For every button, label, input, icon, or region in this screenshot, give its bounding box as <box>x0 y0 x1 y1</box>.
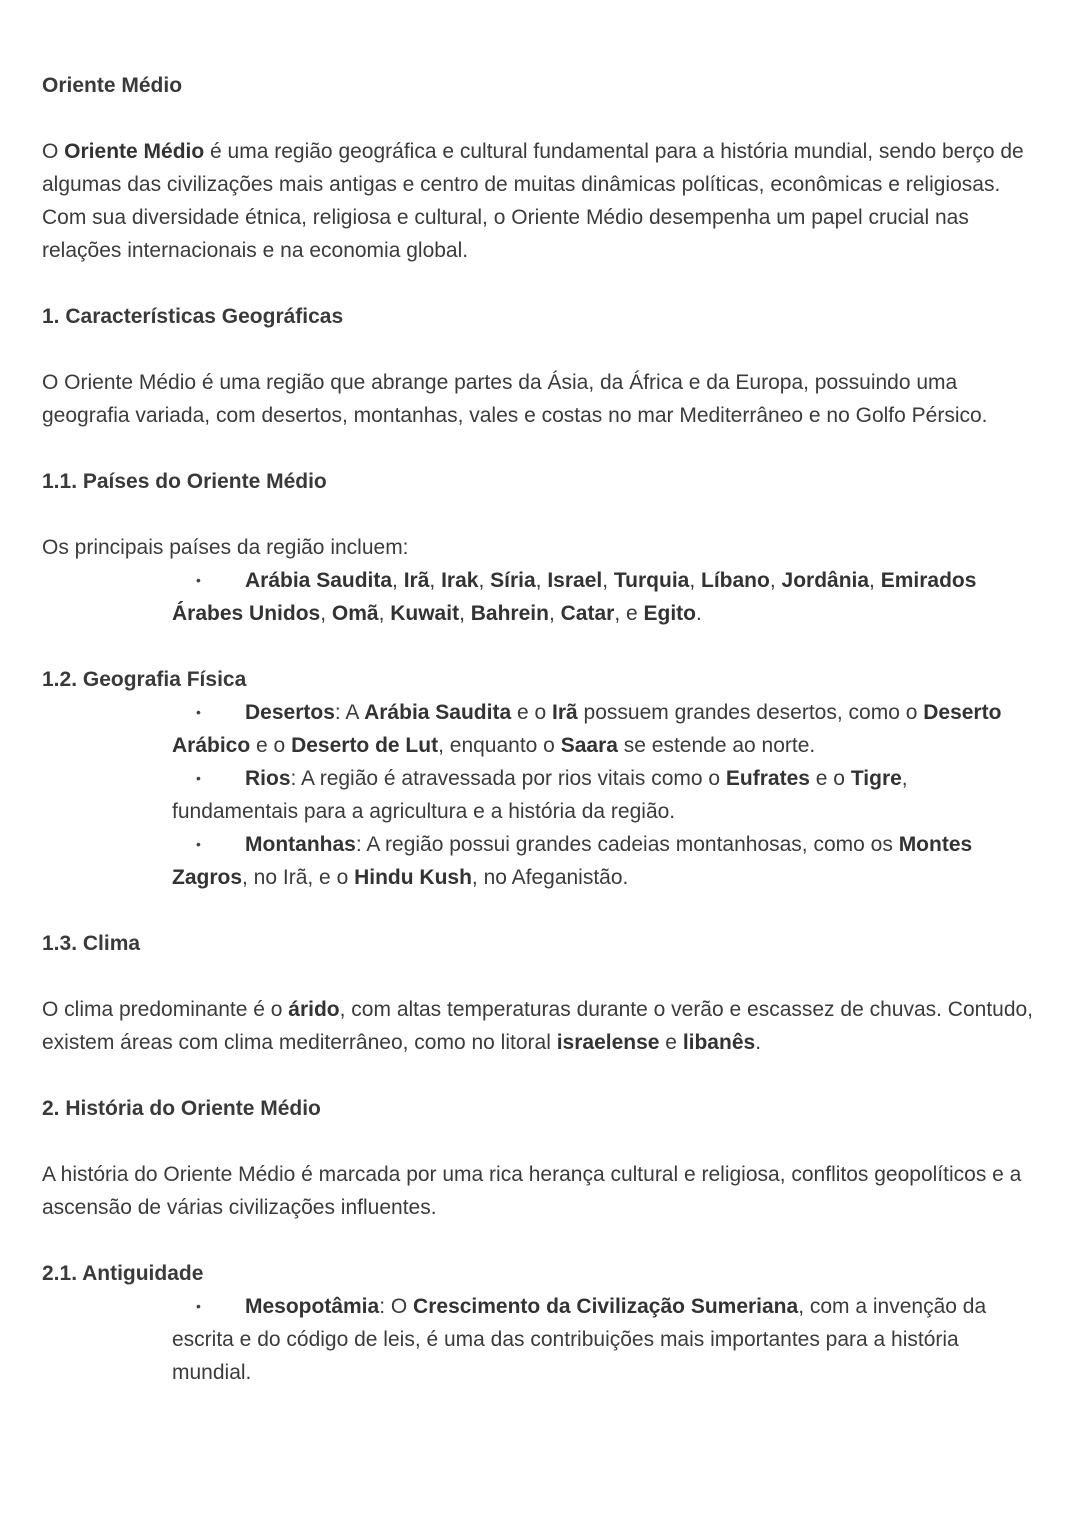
bullet-icon: • <box>196 836 201 852</box>
country-name: Catar <box>560 602 615 625</box>
list-item-montanhas: • Montanhas: A região possui grandes cadeias montanhosas, como os Montes Zagros, no Irã, e o Hindu Kush, no Afeganistão. <box>172 828 1038 894</box>
heading-historia: 2. História do Oriente Médio <box>42 1097 321 1120</box>
paises-intro: Os principais países da região incluem: <box>42 536 409 559</box>
paragraph-historia: A história do Oriente Médio é marcada por uma rica herança cultural e religiosa, conflitos geopolíticos e a ascensão de várias civilizações influentes. <box>42 1163 1022 1219</box>
bullet-icon: • <box>196 770 201 786</box>
bullet-icon: • <box>196 572 201 588</box>
list-item-paises <box>172 564 1038 630</box>
country-name: Egito <box>643 602 696 625</box>
bullet-icon: • <box>196 1298 201 1314</box>
heading-antiguidade: 2.1. Antiguidade <box>42 1262 204 1285</box>
country-name: Líbano <box>701 569 770 592</box>
heading-paises: 1.1. Países do Oriente Médio <box>42 470 327 493</box>
country-name: Israel <box>547 569 603 592</box>
country-name: Jordânia <box>781 569 870 592</box>
country-name: Kuwait <box>390 602 460 625</box>
paragraph-clima: O clima predominante é o árido, com altas temperaturas durante o verão e escassez de chuvas. Contudo, existem áreas com clima mediterrâneo, como no litoral israelense e libanês. <box>42 998 1034 1054</box>
document-title: Oriente Médio <box>42 74 183 97</box>
list-item-mesopotamia: • Mesopotâmia: O Crescimento da Civilização Sumeriana, com a invenção da escrita e do código de leis, é uma das contribuições mais importantes para a história mundial. <box>172 1290 1038 1389</box>
country-name: Irã <box>403 569 430 592</box>
heading-clima: 1.3. Clima <box>42 932 141 955</box>
list-item-desertos: • Desertos: A Arábia Saudita e o Irã possuem grandes desertos, como o Deserto Arábico e o Deserto de Lut, enquanto o Saara se estende ao norte. <box>172 696 1038 762</box>
country-name: Bahrein <box>470 602 549 625</box>
country-name: Irak <box>441 569 479 592</box>
country-name: Turquia <box>613 569 690 592</box>
countries-list: Arábia Saudita, Irã, Irak, Síria, Israel, Turquia, Líbano, Jordânia, Emirados Árabes Unidos, Omã, Kuwait, Bahrein, Catar, e Egito. <box>172 569 977 625</box>
intro-paragraph: O Oriente Médio é uma região geográfica e cultural fundamental para a história mundial, sendo berço de algumas das civilizações mais antigas e centro de muitas dinâmicas políticas, econômicas e religiosas. Com sua diversidade étnica, religiosa e cultural, o Oriente Médio desempenha um papel crucial nas relações internacionais e na economia global. <box>42 140 1024 262</box>
heading-geografia-fisica: 1.2. Geografia Física <box>42 668 247 691</box>
country-name: Síria <box>490 569 536 592</box>
paragraph-caracteristicas-geograficas: O Oriente Médio é uma região que abrange partes da Ásia, da África e da Europa, possuindo uma geografia variada, com desertos, montanhas, vales e costas no mar Mediterrâneo e no Golfo Pérsico. <box>42 371 988 427</box>
country-name: Omã <box>331 602 379 625</box>
list-item-rios: • Rios: A região é atravessada por rios vitais como o Eufrates e o Tigre, fundamentais para a agricultura e a história da região. <box>172 762 1038 828</box>
country-name: Emirados Árabes Unidos <box>172 569 977 625</box>
heading-caracteristicas-geograficas: 1. Características Geográficas <box>42 305 344 328</box>
bullet-icon: • <box>196 704 201 720</box>
country-name: Arábia Saudita <box>245 569 393 592</box>
